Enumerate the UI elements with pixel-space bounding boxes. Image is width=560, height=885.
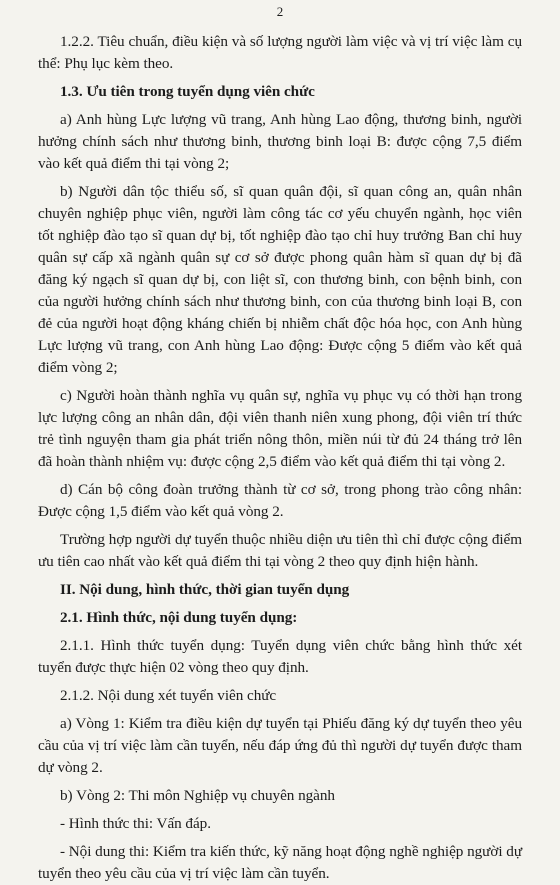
paragraph-priority-d: d) Cán bộ công đoàn trưởng thành từ cơ sở, trong phong trào công nhân: Được cộng 1,5 điểm vào kết quả vòng 2. bbox=[38, 481, 522, 520]
heading-1-3: 1.3. Ưu tiên trong tuyển dụng viên chức bbox=[60, 83, 315, 100]
paragraph-priority-c: c) Người hoàn thành nghĩa vụ quân sự, nghĩa vụ phục vụ có thời hạn trong lực lượng công an nhân dân, đội viên thanh niên xung phong, đội viên trí thức trẻ tình nguyện tham gia phát triển nông thôn, miền núi từ đủ 24 tháng trở lên đã hoàn thành nhiệm vụ: được cộng 2,5 điểm vào kết quả điểm thi tại vòng 2. bbox=[38, 387, 522, 470]
paragraph-round-2: b) Vòng 2: Thi môn Nghiệp vụ chuyên ngành bbox=[60, 787, 335, 804]
paragraph-2-1-1: 2.1.1. Hình thức tuyển dụng: Tuyển dụng viên chức bằng hình thức xét tuyển được thực hiện 02 vòng theo quy định. bbox=[38, 637, 522, 676]
paragraph-1-2-2: 1.2.2. Tiêu chuẩn, điều kiện và số lượng người làm việc và vị trí việc làm cụ thể: Phụ lục kèm theo. bbox=[38, 33, 522, 72]
paragraph-exam-content: - Nội dung thi: Kiểm tra kiến thức, kỹ năng hoạt động nghề nghiệp người dự tuyển theo yêu cầu của vị trí việc làm cần tuyển. bbox=[38, 843, 522, 882]
page-number: 2 bbox=[276, 4, 284, 19]
heading-section-ii: II. Nội dung, hình thức, thời gian tuyển dụng bbox=[60, 581, 350, 598]
paragraph-priority-b: b) Người dân tộc thiểu số, sĩ quan quân đội, sĩ quan công an, quân nhân chuyên nghiệp phục viên, người làm công tác cơ yếu chuyển ngành, học viên tốt nghiệp đào tạo sĩ quan dự bị, tốt nghiệp đào tạo chỉ huy trưởng Ban chỉ huy quân sự cấp xã ngành quân sự cơ sở được phong quân hàm sĩ quan dự bị đã đăng ký ngạch sĩ quan dự bị, con liệt sĩ, con thương binh, con bệnh binh, con của người hưởng chính sách như thương binh, con của thương binh loại B, con đẻ của người hoạt động kháng chiến bị nhiễm chất độc hóa học, con Anh hùng Lực lượng vũ trang, con Anh hùng Lao động: Được cộng 5 điểm vào kết quả điểm vòng 2; bbox=[38, 183, 522, 376]
paragraph-multiple-priority: Trường hợp người dự tuyển thuộc nhiều diện ưu tiên thì chỉ được cộng điểm ưu tiên cao nhất vào kết quả điểm thi tại vòng 2 theo quy định hiện hành. bbox=[38, 531, 522, 570]
heading-2-1: 2.1. Hình thức, nội dung tuyển dụng: bbox=[60, 609, 298, 626]
paragraph-priority-a: a) Anh hùng Lực lượng vũ trang, Anh hùng Lao động, thương binh, người hưởng chính sách như thương binh, thương binh loại B: được cộng 7,5 điểm vào kết quả điểm thi tại vòng 2; bbox=[38, 111, 522, 172]
paragraph-exam-form: - Hình thức thi: Vấn đáp. bbox=[60, 815, 211, 832]
paragraph-round-1: a) Vòng 1: Kiểm tra điều kiện dự tuyển tại Phiếu đăng ký dự tuyển theo yêu cầu của vị trí việc làm cần tuyển, nếu đáp ứng đủ thì người dự tuyển được tham dự vòng 2. bbox=[38, 715, 522, 776]
paragraph-2-1-2: 2.1.2. Nội dung xét tuyển viên chức bbox=[60, 687, 277, 704]
